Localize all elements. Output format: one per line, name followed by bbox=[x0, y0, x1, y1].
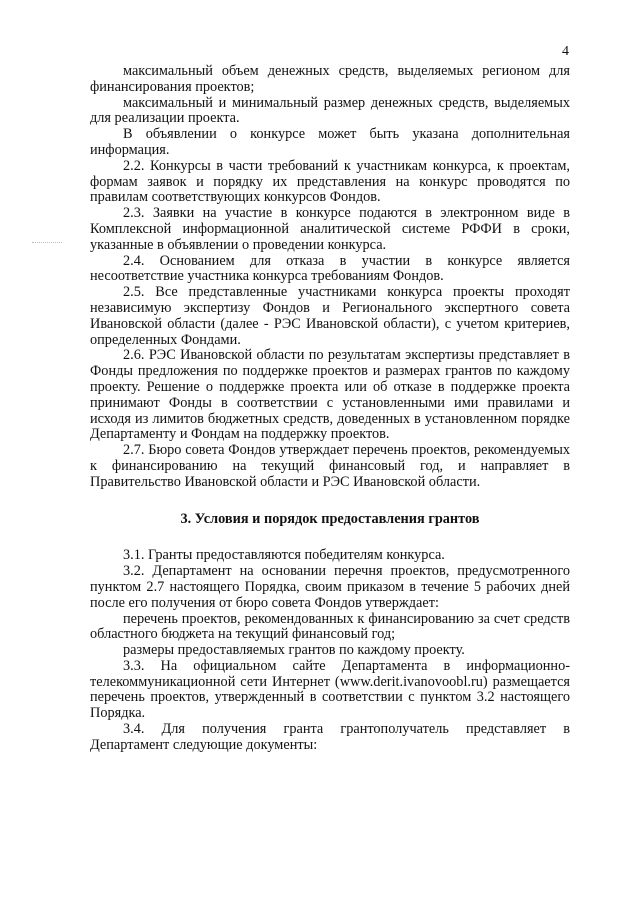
paragraph: 2.4. Основанием для отказа в участии в конкурсе является несоответствие участника конкурса требованиям Фондов. bbox=[90, 252, 570, 285]
paragraph: 2.6. РЭС Ивановской области по результатам экспертизы представляет в Фонды предложения по поддержке проектов и размерах грантов по каждому проекту. Решение о поддержке проекта или об отказе в поддержке проекта принимают Фонды в соответствии с установленными ими правилами и исходя из лимитов бюджетных средств, доведенных в установленном порядке Департаменту и Фондам на поддержку проектов. bbox=[90, 347, 570, 443]
paragraph: 3.3. На официальном сайте Департамента в информационно-телекоммуникационной сети Интернет (www.derit.ivanovoobl.ru) размещается перечень проектов, утвержденный в соответствии с пунктом 3.2 настоящего Порядка. bbox=[90, 657, 570, 722]
section-heading: 3. Условия и порядок предоставления грантов bbox=[180, 510, 480, 527]
paragraph: перечень проектов, рекомендованных к финансированию за счет средств областного бюджета на текущий финансовый год; bbox=[90, 610, 570, 643]
paragraph: 3.4. Для получения гранта грантополучатель представляет в Департамент следующие документы: bbox=[90, 721, 570, 753]
paragraph: В объявлении о конкурсе может быть указана дополнительная информация. bbox=[90, 126, 570, 158]
page-number: 4 bbox=[562, 44, 569, 59]
paragraph: 2.5. Все представленные участниками конкурса проекты проходят независимую экспертизу Фондов и Регионального экспертного совета Ивановской области (далее - РЭС Ивановской области), с учетом критериев, определенных Фондами. bbox=[90, 284, 570, 348]
paragraph: максимальный объем денежных средств, выделяемых регионом для финансирования проектов; bbox=[90, 63, 570, 95]
paragraph: размеры предоставляемых грантов по каждому проекту. bbox=[123, 642, 465, 659]
paragraph: 2.3. Заявки на участие в конкурсе подаются в электронном виде в Комплексной информационной аналитической системе РФФИ в сроки, указанные в объявлении о проведении конкурса. bbox=[90, 205, 570, 253]
paragraph: 2.7. Бюро совета Фондов утверждает перечень проектов, рекомендуемых к финансированию на текущий финансовый год, и направляет в Правительство Ивановской области и РЭС Ивановской области. bbox=[90, 442, 570, 490]
document-body bbox=[90, 64, 570, 754]
paragraph: 3.1. Гранты предоставляются победителям конкурса. bbox=[123, 547, 445, 564]
paragraph: максимальный и минимальный размер денежных средств, выделяемых для реализации проекта. bbox=[90, 94, 570, 127]
paragraph: 2.2. Конкурсы в части требований к участникам конкурса, к проектам, формам заявок и порядку их представления на конкурс проводятся по правилам соответствующих конкурсов Фондов. bbox=[90, 157, 570, 206]
paragraph: 3.2. Департамент на основании перечня проектов, предусмотренного пунктом 2.7 настоящего Порядка, своим приказом в течение 5 рабочих дней после его получения от бюро совета Фондов утверждает: bbox=[90, 563, 570, 611]
margin-mark bbox=[32, 242, 62, 243]
